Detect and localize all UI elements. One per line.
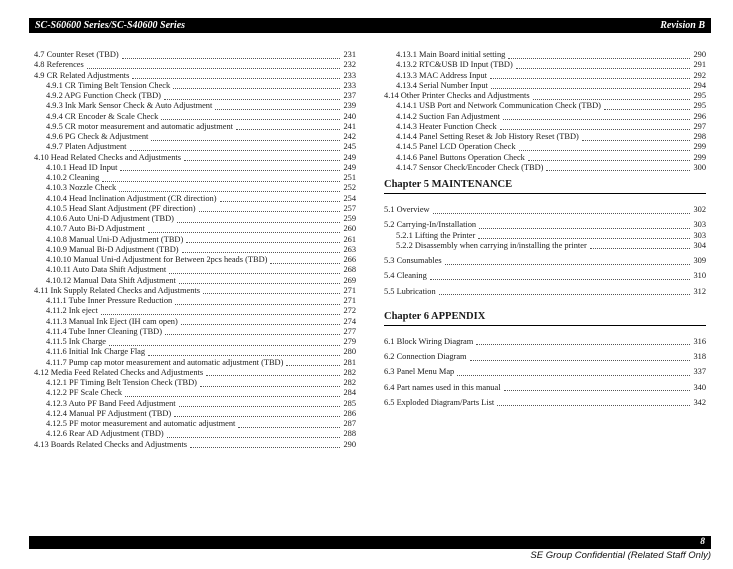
toc-leader-dots: [125, 390, 340, 397]
toc-entry-page: 239: [343, 101, 356, 111]
toc-leader-dots: [186, 236, 340, 243]
toc-entry[interactable]: [384, 112, 706, 122]
header-bar: [29, 18, 711, 33]
toc-leader-dots: [173, 82, 340, 89]
toc-entry[interactable]: [34, 142, 356, 152]
toc-chapter-6-list: [384, 332, 706, 408]
header-series-title: SC-S60600 Series/SC-S40600 Series: [35, 20, 186, 31]
toc-leader-dots: [504, 384, 691, 391]
toc-entry-title: 4.14.6 Panel Buttons Operation Check: [396, 152, 525, 162]
toc-entry[interactable]: [384, 81, 706, 91]
toc-entry-title: 5.3 Consumables: [384, 256, 442, 265]
toc-entry-title: 4.10.3 Nozzle Check: [46, 183, 117, 193]
toc-entry-page: 292: [693, 70, 706, 80]
toc-entry-title: 4.9.6 PG Check & Adjustment: [46, 132, 149, 141]
toc-entry-page: 274: [343, 316, 356, 326]
toc-entry-title: 6.4 Part names used in this manual: [384, 382, 501, 392]
toc-entry[interactable]: [34, 91, 356, 101]
toc-entry[interactable]: [384, 122, 706, 132]
toc-entry-title: 6.1 Block Wiring Diagram: [384, 336, 474, 346]
toc-entry[interactable]: [384, 287, 706, 297]
toc-entry-title: 4.10.11 Auto Data Shift Adjustment: [46, 265, 167, 275]
header-revision: Revision B: [660, 20, 705, 31]
toc-entry-page: 233: [343, 80, 356, 90]
toc-entry-page: 298: [693, 132, 706, 141]
toc-leader-dots: [528, 154, 691, 161]
toc-entry-title: 4.11.6 Initial Ink Charge Flag: [46, 347, 146, 357]
toc-entry-page: 297: [693, 121, 706, 131]
toc-entry-page: 340: [693, 382, 706, 392]
toc-entry[interactable]: [34, 60, 356, 70]
toc-entry-title: 5.4 Cleaning: [384, 271, 427, 281]
toc-entry[interactable]: [384, 337, 706, 347]
toc-entry-page: 249: [343, 162, 356, 172]
toc-entry-title: 4.11.1 Tube Inner Pressure Reduction: [46, 296, 173, 305]
toc-leader-dots: [87, 62, 341, 69]
toc-entry-title: 4.14.7 Sensor Check/Encoder Check (TBD): [396, 162, 544, 172]
toc-entry-page: 290: [343, 439, 356, 449]
toc-entry-title: 4.11.4 Tube Inner Cleaning (TBD): [46, 326, 162, 336]
toc-entry[interactable]: [34, 337, 356, 347]
toc-leader-dots: [167, 431, 341, 438]
toc-entry-title: 4.12.4 Manual PF Adjustment (TBD): [46, 408, 172, 418]
toc-entry-title: 4.8 References: [34, 60, 84, 70]
toc-leader-dots: [439, 288, 691, 295]
toc-entry-page: 303: [693, 220, 706, 230]
toc-entry-title: 4.14 Other Printer Checks and Adjustments: [384, 91, 530, 100]
toc-entry[interactable]: [34, 173, 356, 183]
toc-leader-dots: [546, 164, 690, 171]
toc-leader-dots: [122, 52, 341, 59]
toc-leader-dots: [182, 246, 341, 253]
toc-leader-dots: [533, 93, 691, 100]
toc-entry-title: 4.12.5 PF motor measurement and automatic adjustment: [46, 419, 236, 428]
toc-entry[interactable]: [384, 241, 706, 251]
toc-leader-dots: [497, 399, 690, 406]
toc-entry[interactable]: [34, 101, 356, 111]
toc-entry[interactable]: [34, 255, 356, 265]
toc-entry[interactable]: [34, 204, 356, 214]
toc-entry[interactable]: [384, 50, 706, 60]
toc-entry[interactable]: [384, 71, 706, 81]
toc-entry-page: 295: [693, 101, 706, 111]
toc-entry[interactable]: [34, 235, 356, 245]
toc-entry-title: 4.10.10 Manual Uni-d Adjustment for Between 2pcs heads (TBD): [46, 255, 268, 264]
toc-right-column: [384, 50, 706, 408]
toc-entry[interactable]: [384, 153, 706, 163]
toc-leader-dots: [430, 273, 691, 280]
toc-section-4-continued: [384, 50, 706, 173]
toc-entry[interactable]: [384, 205, 706, 215]
toc-entry-title: 4.11.2 Ink eject: [46, 306, 98, 316]
toc-entry-title: 4.9.3 Ink Mark Sensor Check & Auto Adjustment: [46, 101, 213, 111]
toc-leader-dots: [238, 421, 340, 428]
toc-entry[interactable]: [34, 358, 356, 368]
toc-leader-dots: [490, 72, 690, 79]
toc-entry-title: 4.14.1 USB Port and Network Communication Check (TBD): [396, 101, 601, 111]
toc-leader-dots: [479, 222, 690, 229]
toc-entry-page: 300: [693, 162, 706, 172]
toc-entry[interactable]: [384, 383, 706, 393]
toc-entry-page: 299: [693, 152, 706, 162]
toc-leader-dots: [151, 134, 340, 141]
toc-entry-title: 4.9.5 CR motor measurement and automatic adjustment: [46, 121, 234, 131]
toc-leader-dots: [220, 195, 341, 202]
toc-entry-page: 281: [343, 357, 356, 367]
toc-entry-page: 284: [343, 388, 356, 398]
toc-entry-title: 5.2 Carrying-In/Installation: [384, 220, 477, 230]
toc-entry-page: 302: [693, 205, 706, 214]
toc-entry-title: 4.10.4 Head Inclination Adjustment (CR direction): [46, 193, 217, 203]
toc-entry-title: 4.14.2 Suction Fan Adjustment: [396, 111, 500, 121]
toc-entry-page: 280: [343, 347, 356, 357]
toc-leader-dots: [500, 123, 691, 130]
toc-entry[interactable]: [34, 327, 356, 337]
toc-leader-dots: [206, 369, 340, 376]
toc-leader-dots: [179, 400, 341, 407]
toc-leader-dots: [457, 369, 690, 376]
toc-entry-page: 233: [343, 70, 356, 80]
toc-leader-dots: [203, 287, 340, 294]
toc-entry[interactable]: [34, 245, 356, 255]
toc-leader-dots: [177, 216, 340, 223]
toc-entry-page: 304: [693, 240, 706, 250]
toc-entry[interactable]: [34, 306, 356, 316]
toc-leader-dots: [119, 185, 340, 192]
toc-entry[interactable]: [34, 286, 356, 296]
toc-entry-title: 6.5 Exploded Diagram/Parts List: [384, 397, 495, 407]
toc-entry-title: 6.3 Panel Menu Map: [384, 367, 455, 377]
toc-leader-dots: [130, 144, 341, 151]
toc-entry-page: 272: [343, 306, 356, 316]
toc-entry-page: 303: [693, 230, 706, 240]
toc-entry-title: 4.10.12 Manual Data Shift Adjustment: [46, 275, 176, 285]
toc-entry-title: 5.1 Overview: [384, 205, 430, 214]
toc-entry-title: 4.10.2 Cleaning: [46, 173, 100, 182]
toc-entry-page: 295: [693, 91, 706, 100]
toc-entry[interactable]: [34, 194, 356, 204]
toc-entry-title: 4.10.8 Manual Uni-D Adjustment (TBD): [46, 234, 184, 244]
toc-entry-page: 309: [693, 256, 706, 265]
toc-entry-title: 4.9 CR Related Adjustments: [34, 70, 130, 80]
toc-leader-dots: [433, 207, 691, 214]
toc-leader-dots: [215, 103, 340, 110]
toc-entry[interactable]: [34, 214, 356, 224]
toc-leader-dots: [109, 339, 340, 346]
toc-entry[interactable]: [34, 388, 356, 398]
toc-entry-title: 4.9.2 APG Function Check (TBD): [46, 91, 161, 100]
toc-entry[interactable]: [384, 398, 706, 408]
toc-entry[interactable]: [384, 91, 706, 101]
toc-entry-title: 4.11.7 Pump cap motor measurement and automatic adjustment (TBD): [46, 357, 284, 367]
toc-entry-title: 4.12 Media Feed Related Checks and Adjustments: [34, 367, 204, 377]
footer-bar: [29, 536, 711, 549]
toc-entry-title: 4.12.3 Auto PF Band Feed Adjustment: [46, 398, 176, 408]
toc-entry[interactable]: [34, 419, 356, 429]
toc-entry-title: 4.7 Counter Reset (TBD): [34, 50, 119, 59]
toc-entry[interactable]: [34, 122, 356, 132]
toc-leader-dots: [200, 380, 340, 387]
toc-entry[interactable]: [34, 183, 356, 193]
toc-entry-page: 286: [343, 408, 356, 418]
toc-entry-page: 261: [343, 234, 356, 244]
toc-entry-title: 6.2 Connection Diagram: [384, 352, 467, 361]
toc-leader-dots: [184, 154, 340, 161]
toc-entry-page: 268: [343, 265, 356, 275]
toc-leader-dots: [190, 441, 340, 448]
toc-leader-dots: [516, 62, 691, 69]
toc-leader-dots: [148, 226, 341, 233]
toc-entry-page: 318: [693, 352, 706, 361]
toc-entry[interactable]: [34, 429, 356, 439]
toc-entry-page: 290: [693, 50, 706, 59]
toc-entry[interactable]: [34, 378, 356, 388]
toc-entry-page: 285: [343, 398, 356, 408]
toc-entry-title: 4.12.6 Rear AD Adjustment (TBD): [46, 429, 164, 439]
toc-leader-dots: [148, 349, 340, 356]
toc-entry-title: 5.2.1 Lifting the Printer: [396, 230, 476, 240]
toc-entry-page: 252: [343, 183, 356, 193]
toc-entry-page: 245: [343, 142, 356, 152]
toc-entry[interactable]: [34, 276, 356, 286]
toc-leader-dots: [508, 52, 690, 59]
toc-leader-dots: [181, 318, 341, 325]
toc-entry-page: 312: [693, 286, 706, 296]
toc-entry-page: 294: [693, 80, 706, 90]
toc-entry-page: 277: [343, 326, 356, 336]
toc-entry[interactable]: [34, 112, 356, 122]
toc-entry-title: 5.5 Lubrication: [384, 286, 436, 296]
toc-entry-page: 237: [343, 91, 356, 100]
toc-leader-dots: [169, 267, 340, 274]
toc-leader-dots: [590, 242, 691, 249]
toc-leader-dots: [445, 258, 691, 265]
toc-entry-title: 4.9.7 Platen Adjustment: [46, 142, 127, 152]
toc-entry-page: 296: [693, 111, 706, 121]
toc-leader-dots: [270, 257, 340, 264]
toc-entry-page: 342: [693, 397, 706, 407]
toc-entry[interactable]: [34, 440, 356, 450]
toc-leader-dots: [478, 232, 690, 239]
confidential-notice: SE Group Confidential (Related Staff Only): [530, 550, 711, 561]
toc-leader-dots: [199, 205, 341, 212]
toc-leader-dots: [165, 328, 340, 335]
toc-entry[interactable]: [34, 296, 356, 306]
toc-entry-page: 316: [693, 336, 706, 346]
toc-entry[interactable]: [384, 220, 706, 230]
toc-entry-page: 271: [343, 296, 356, 305]
toc-entry-title: 4.13.4 Serial Number Input: [396, 80, 488, 90]
toc-entry[interactable]: [34, 347, 356, 357]
toc-entry[interactable]: [34, 71, 356, 81]
toc-entry[interactable]: [384, 142, 706, 152]
toc-entry[interactable]: [384, 231, 706, 241]
page-number: 8: [700, 537, 705, 547]
toc-entry-page: 288: [343, 429, 356, 439]
toc-leader-dots: [503, 113, 690, 120]
toc-entry[interactable]: [384, 132, 706, 142]
toc-leader-dots: [132, 72, 340, 79]
toc-entry-page: 231: [343, 50, 356, 59]
toc-entry-page: 271: [343, 285, 356, 295]
toc-entry-page: 279: [343, 337, 356, 346]
toc-entry-title: 4.14.5 Panel LCD Operation Check: [396, 142, 516, 152]
toc-entry[interactable]: [384, 271, 706, 281]
toc-leader-dots: [236, 123, 340, 130]
toc-leader-dots: [120, 164, 340, 171]
toc-entry[interactable]: [384, 60, 706, 70]
toc-entry-page: 259: [343, 214, 356, 223]
toc-entry[interactable]: [34, 50, 356, 60]
toc-leader-dots: [286, 359, 340, 366]
toc-leader-dots: [470, 354, 691, 361]
toc-leader-dots: [582, 134, 691, 141]
toc-entry-title: 4.9.1 CR Timing Belt Tension Check: [46, 80, 171, 90]
toc-entry-title: 4.10.9 Manual Bi-D Adjustment (TBD): [46, 244, 179, 254]
toc-entry-title: 4.10.5 Head Slant Adjustment (PF direction): [46, 203, 196, 213]
toc-leader-dots: [174, 410, 340, 417]
toc-entry-page: 282: [343, 367, 356, 377]
chapter-6-heading[interactable]: Chapter 6 APPENDIX: [384, 311, 706, 326]
toc-entry[interactable]: [34, 132, 356, 142]
toc-entry-page: 254: [343, 193, 356, 203]
toc-entry[interactable]: [34, 81, 356, 91]
toc-left-column: [34, 50, 356, 450]
toc-entry-title: 4.13.3 MAC Address Input: [396, 70, 487, 80]
toc-entry-page: 299: [693, 142, 706, 152]
toc-entry-page: 337: [693, 367, 706, 377]
toc-leader-dots: [101, 308, 341, 315]
toc-entry-page: 241: [343, 121, 356, 131]
toc-chapter-5-list: [384, 200, 706, 297]
toc-entry-page: 257: [343, 203, 356, 213]
toc-entry-title: 4.13.2 RTC&USB ID Input (TBD): [396, 60, 513, 70]
toc-entry-page: 310: [693, 271, 706, 281]
toc-leader-dots: [164, 93, 341, 100]
toc-entry[interactable]: [34, 409, 356, 419]
toc-entry[interactable]: [384, 256, 706, 266]
toc-entry-title: 4.12.1 PF Timing Belt Tension Check (TBD): [46, 378, 197, 387]
toc-entry-title: 4.13 Boards Related Checks and Adjustments: [34, 439, 188, 449]
toc-entry-title: 4.14.4 Panel Setting Reset & Job History Reset (TBD): [396, 132, 579, 141]
toc-entry-page: 251: [343, 173, 356, 182]
toc-entry-page: 240: [343, 111, 356, 121]
toc-entry[interactable]: [384, 367, 706, 377]
toc-entry-page: 291: [693, 60, 706, 70]
toc-leader-dots: [491, 82, 691, 89]
toc-entry-title: 5.2.2 Disassembly when carrying in/installing the printer: [396, 240, 587, 250]
toc-entry-page: 260: [343, 224, 356, 234]
toc-entry-page: 242: [343, 132, 356, 141]
toc-entry-title: 4.11 Ink Supply Related Checks and Adjustments: [34, 285, 201, 295]
toc-entry-page: 269: [343, 275, 356, 285]
toc-entry[interactable]: [34, 317, 356, 327]
toc-entry[interactable]: [34, 153, 356, 163]
chapter-5-heading[interactable]: Chapter 5 MAINTENANCE: [384, 179, 706, 194]
toc-entry-title: 4.10.6 Auto Uni-D Adjustment (TBD): [46, 214, 174, 223]
toc-leader-dots: [519, 144, 691, 151]
toc-entry-page: 263: [343, 244, 356, 254]
toc-leader-dots: [102, 175, 340, 182]
toc-entry[interactable]: [384, 163, 706, 173]
toc-entry-title: 4.12.2 PF Scale Check: [46, 388, 123, 398]
toc-leader-dots: [175, 298, 340, 305]
toc-entry-page: 287: [343, 419, 356, 428]
toc-entry[interactable]: [34, 265, 356, 275]
toc-leader-dots: [476, 338, 690, 345]
toc-entry-title: 4.11.3 Manual Ink Eject (IH cam open): [46, 316, 178, 326]
toc-entry-title: 4.13.1 Main Board initial setting: [396, 50, 506, 59]
toc-entry-page: 266: [343, 255, 356, 264]
toc-leader-dots: [161, 113, 340, 120]
toc-entry-title: 4.10.7 Auto Bi-D Adjustment: [46, 224, 145, 234]
toc-entry[interactable]: [34, 163, 356, 173]
toc-entry-title: 4.11.5 Ink Charge: [46, 337, 107, 346]
toc-entry-page: 282: [343, 378, 356, 387]
toc-entry-title: 4.10 Head Related Checks and Adjustments: [34, 152, 181, 162]
toc-entry-page: 232: [343, 60, 356, 70]
toc-entry[interactable]: [384, 101, 706, 111]
toc-entry-title: 4.14.3 Heater Function Check: [396, 121, 497, 131]
toc-entry-page: 249: [343, 152, 356, 162]
toc-entry[interactable]: [384, 352, 706, 362]
toc-leader-dots: [179, 277, 341, 284]
toc-entry-title: 4.10.1 Head ID Input: [46, 162, 118, 172]
toc-entry-title: 4.9.4 CR Encoder & Scale Check: [46, 111, 159, 121]
toc-entry[interactable]: [34, 224, 356, 234]
toc-leader-dots: [604, 103, 691, 110]
toc-entry[interactable]: [34, 399, 356, 409]
toc-entry[interactable]: [34, 368, 356, 378]
